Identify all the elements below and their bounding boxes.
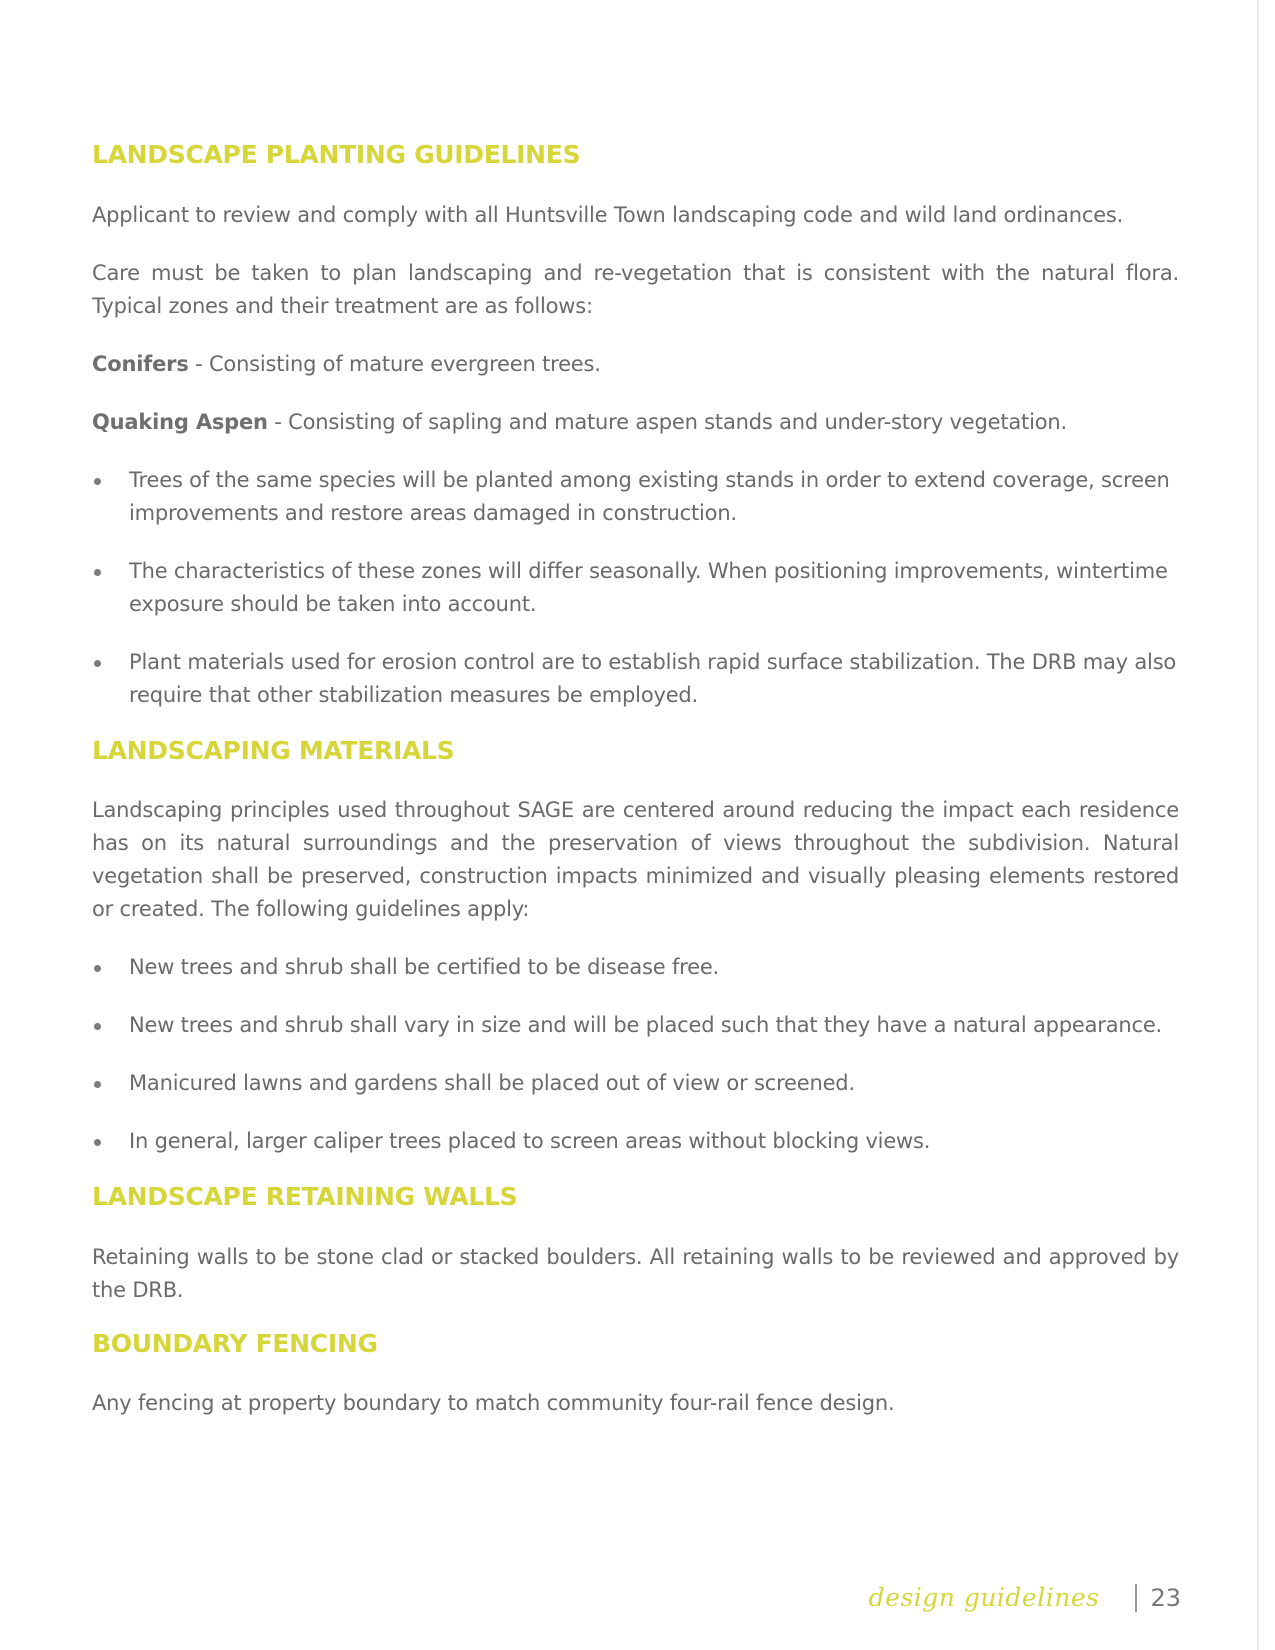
planting-bullet-list <box>92 464 1179 712</box>
planting-paragraph-1: Applicant to review and comply with all Huntsville Town landscaping code and wild land ordinances. <box>92 203 1124 227</box>
conifers-term: Conifers <box>92 352 189 376</box>
boundary-fencing-paragraph: Any fencing at property boundary to match community four-rail fence design. <box>92 1391 895 1415</box>
page-content <box>92 138 1179 1420</box>
list-item: New trees and shrub shall vary in size and will be placed such that they have a natural appearance. <box>92 1009 1179 1042</box>
footer-divider <box>1135 1584 1137 1612</box>
list-item: The characteristics of these zones will differ seasonally. When positioning improvements, wintertime exposure should be taken into account. <box>92 555 1179 621</box>
materials-paragraph: Landscaping principles used throughout SAGE are centered around reducing the impact each residence has on its natural surroundings and the preservation of views throughout the subdivision. Natural vegetation shall be preserved, construction impacts minimized and visually pleasing elements restored or created. The following guidelines apply: <box>92 798 1179 921</box>
aspen-description: - Consisting of sapling and mature aspen stands and under-story vegetation. <box>267 410 1067 434</box>
section-heading-retaining-walls: LANDSCAPE RETAINING WALLS <box>92 1182 518 1211</box>
list-item: Plant materials used for erosion control are to establish rapid surface stabilization. The DRB may also require that other stabilization measures be employed. <box>92 646 1179 712</box>
section-heading-planting: LANDSCAPE PLANTING GUIDELINES <box>92 140 581 169</box>
conifers-zone <box>92 348 1179 381</box>
materials-bullet-list <box>92 951 1179 1158</box>
section-heading-boundary-fencing: BOUNDARY FENCING <box>92 1329 378 1358</box>
page-number: 23 <box>1150 1583 1181 1612</box>
section-heading-materials: LANDSCAPING MATERIALS <box>92 736 455 765</box>
retaining-walls-paragraph: Retaining walls to be stone clad or stacked boulders. All retaining walls to be reviewed and approved by the DRB. <box>92 1245 1179 1302</box>
page-footer <box>869 1583 1181 1612</box>
list-item: New trees and shrub shall be certified to be disease free. <box>92 951 1179 984</box>
footer-script-title: design guidelines <box>868 1583 1100 1612</box>
list-item: Trees of the same species will be planted among existing stands in order to extend coverage, screen improvements and restore areas damaged in construction. <box>92 464 1179 530</box>
page-edge-divider <box>1257 0 1259 1650</box>
aspen-term: Quaking Aspen <box>92 410 268 434</box>
list-item: Manicured lawns and gardens shall be placed out of view or screened. <box>92 1067 1179 1100</box>
list-item: In general, larger caliper trees placed to screen areas without blocking views. <box>92 1125 1179 1158</box>
planting-paragraph-2: Care must be taken to plan landscaping and re-vegetation that is consistent with the natural flora. Typical zones and their treatment are as follows: <box>92 261 1179 318</box>
conifers-description: - Consisting of mature evergreen trees. <box>188 352 601 376</box>
aspen-zone <box>92 406 1179 439</box>
